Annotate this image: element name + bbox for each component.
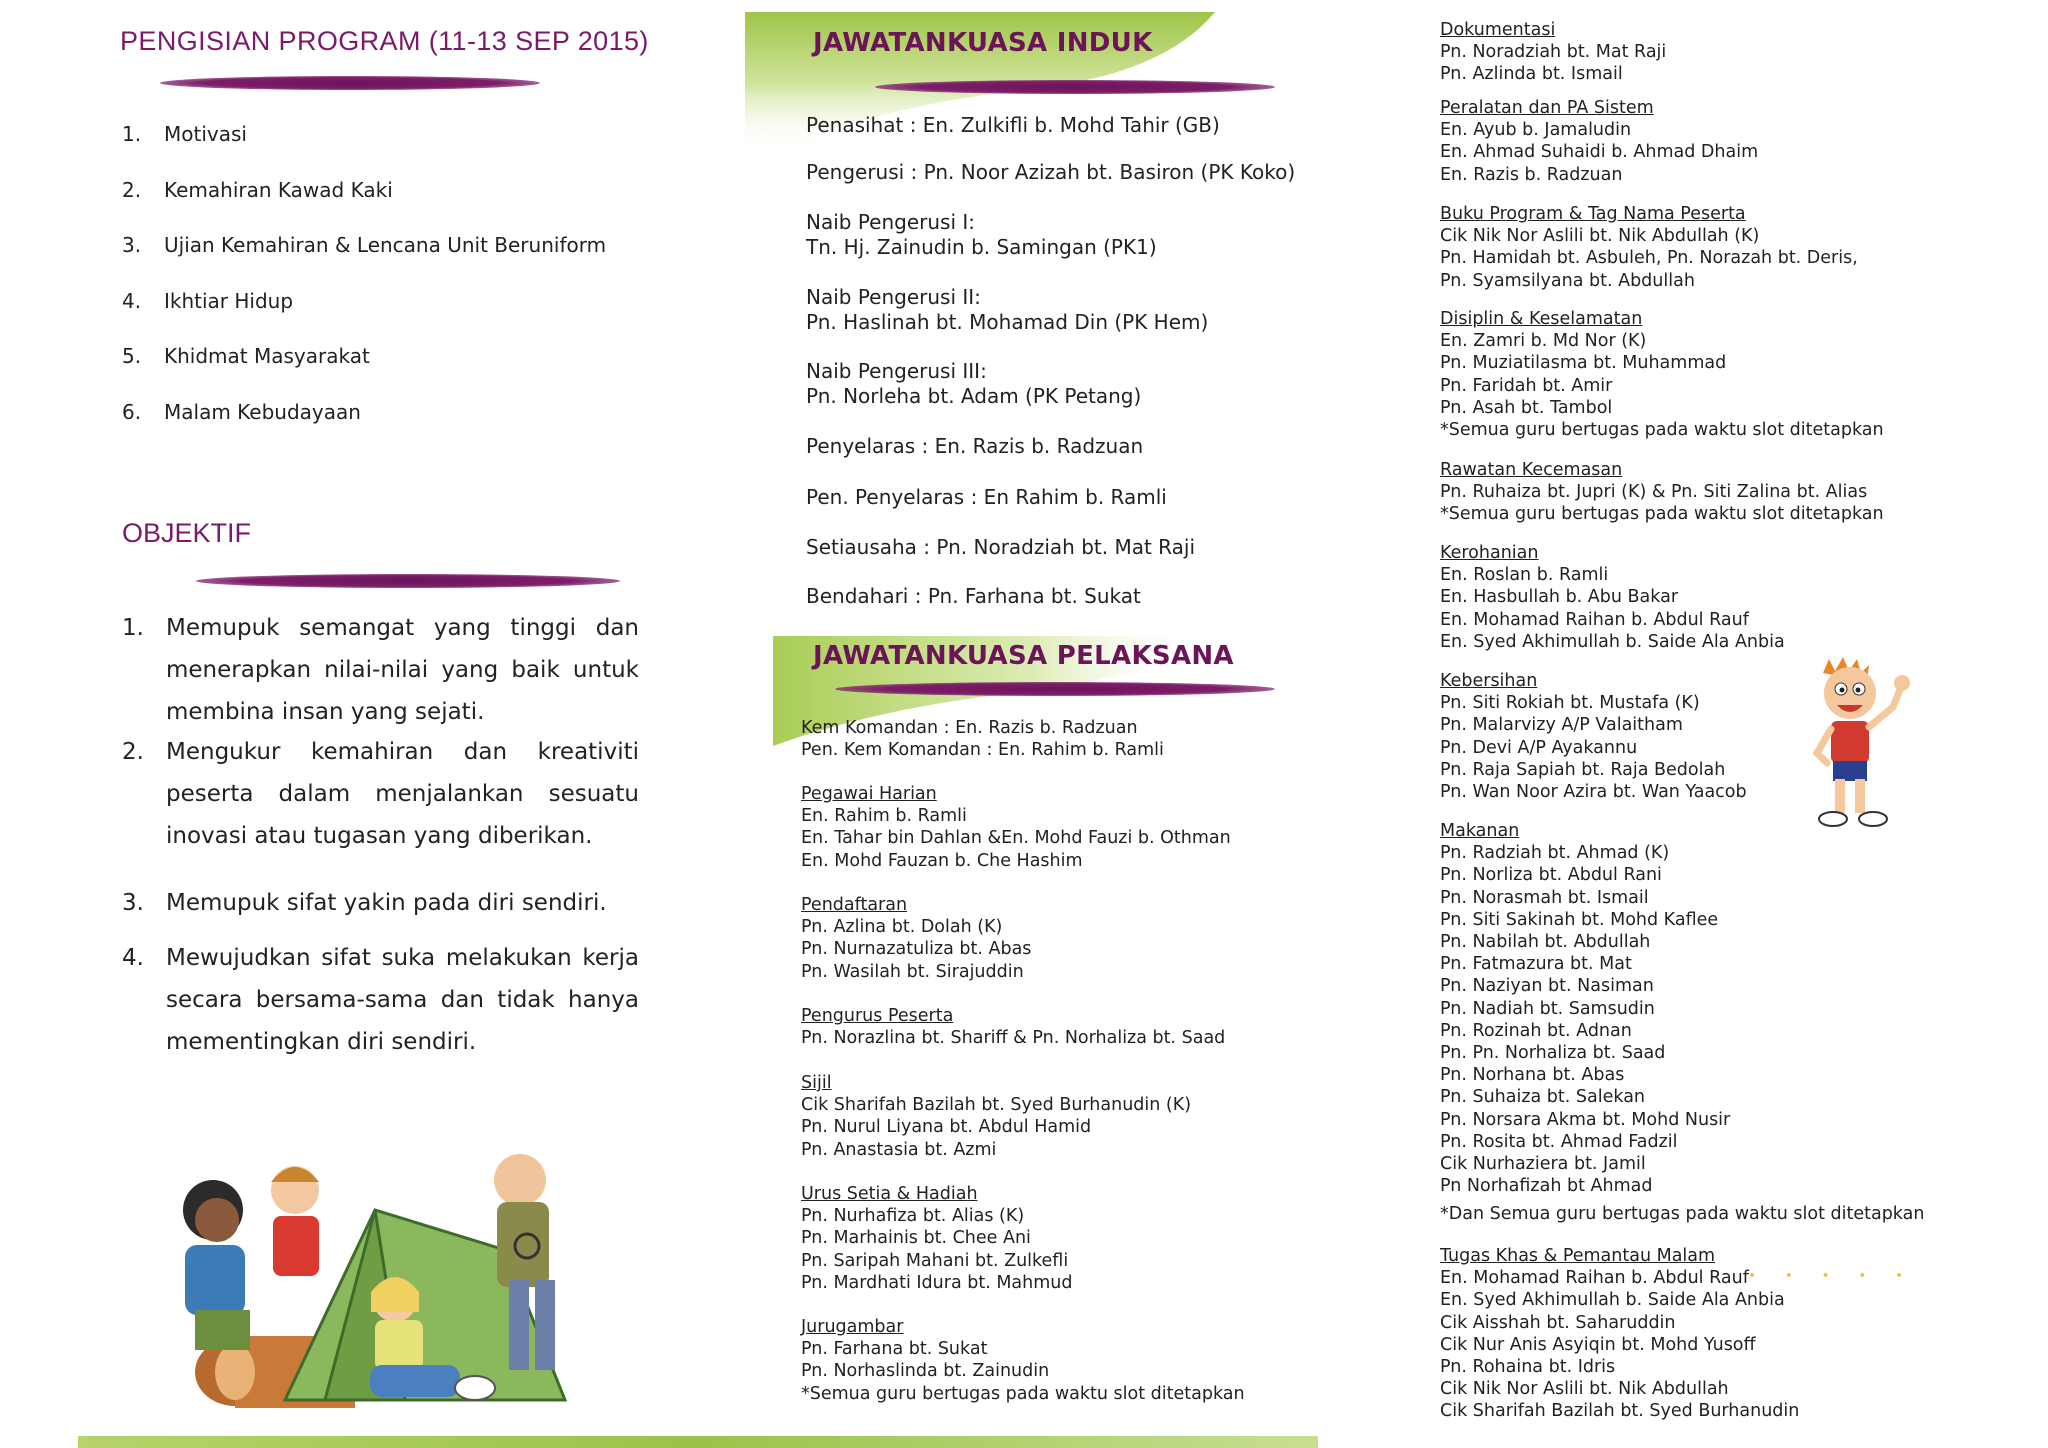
induk-line: Naib Pengerusi III: <box>806 359 987 383</box>
group-member: *Semua guru bertugas pada waktu slot ditetapkan <box>801 1383 1245 1404</box>
group-member: Pn. Nadiah bt. Samsudin <box>1440 998 1655 1019</box>
group-member: Pn. Asah bt. Tambol <box>1440 397 1613 418</box>
program-title: PENGISIAN PROGRAM (11-13 SEP 2015) <box>120 26 649 56</box>
group-member: En. Mohd Fauzan b. Che Hashim <box>801 850 1083 871</box>
group-member: Pn. Norhaslinda bt. Zainudin <box>801 1361 1050 1382</box>
group-member: Pn. Farhana bt. Sukat <box>801 1339 988 1360</box>
group-member: Cik Sharifah Bazilah bt. Syed Burhanudin <box>1440 1401 1800 1422</box>
group-member: En. Ahmad Suhaidi b. Ahmad Dhaim <box>1440 142 1759 163</box>
group-member: Pn. Nurul Liyana bt. Abdul Hamid <box>801 1117 1092 1138</box>
objektif-item-number: 3. <box>122 890 144 916</box>
group-member: En. Hasbullah b. Abu Bakar <box>1440 587 1679 608</box>
group-member: En. Rahim b. Ramli <box>801 806 967 827</box>
program-item-number: 1. <box>122 122 142 146</box>
group-member: Pn. Nabilah bt. Abdullah <box>1440 932 1651 953</box>
right-panel <box>1400 0 2048 1448</box>
group-heading: Pendaftaran <box>801 895 908 915</box>
group-member: Pn. Anastasia bt. Azmi <box>801 1139 997 1160</box>
group-member: Pn. Azlina bt. Dolah (K) <box>801 917 1003 938</box>
group-member: Pn. Devi A/P Ayakannu <box>1440 737 1638 758</box>
induk-line: Tn. Hj. Zainudin b. Samingan (PK1) <box>806 235 1157 259</box>
group-member: Pn. Rosita bt. Ahmad Fadzil <box>1440 1131 1678 1152</box>
kids-tent-illustration <box>175 1150 605 1420</box>
group-heading: Peralatan dan PA Sistem <box>1440 98 1654 118</box>
left-panel <box>0 0 745 1448</box>
induk-line: Naib Pengerusi II: <box>806 285 981 309</box>
right-group <box>1440 459 1884 526</box>
group-member: En. Zamri b. Md Nor (K) <box>1440 331 1647 352</box>
program-item-label: Ikhtiar Hidup <box>164 289 294 313</box>
program-item-label: Malam Kebudayaan <box>164 400 361 424</box>
pelaksana-group <box>801 1072 1191 1161</box>
induk-line: Pengerusi : Pn. Noor Azizah bt. Basiron (PK Koko) <box>806 160 1296 184</box>
group-member: Pn Norhafizah bt Ahmad <box>1440 1176 1653 1197</box>
program-item <box>122 289 293 313</box>
program-item-label: Ujian Kemahiran & Lencana Unit Beruniform <box>164 233 607 257</box>
waving-boy-illustration <box>1795 655 1915 830</box>
group-heading: Makanan <box>1440 821 1520 841</box>
group-member: Pn. Siti Rokiah bt. Mustafa (K) <box>1440 693 1700 714</box>
program-item-number: 5. <box>122 344 142 368</box>
program-item <box>122 122 247 146</box>
right-group <box>1440 308 1884 441</box>
group-member: Pn. Norasmah bt. Ismail <box>1440 887 1649 908</box>
program-item <box>122 233 606 257</box>
induk-line: Penasihat : En. Zulkifli b. Mohd Tahir (GB) <box>806 113 1220 137</box>
group-member: Pn. Rozinah bt. Adnan <box>1440 1020 1632 1041</box>
program-item-number: 4. <box>122 289 142 313</box>
group-member: Pn. Pn. Norhaliza bt. Saad <box>1440 1043 1666 1064</box>
group-heading: Kebersihan <box>1440 671 1538 691</box>
right-group <box>1440 19 1666 86</box>
group-member: Cik Nurhaziera bt. Jamil <box>1440 1154 1646 1175</box>
right-group <box>1440 820 1924 1226</box>
group-heading: Kerohanian <box>1440 543 1539 563</box>
group-member: Pn. Nurnazatuliza bt. Abas <box>801 939 1032 960</box>
group-member: Pn. Ruhaiza bt. Jupri (K) & Pn. Siti Zalina bt. Alias <box>1440 482 1868 503</box>
objektif-title: OBJEKTIF <box>122 518 252 548</box>
group-member: Pn. Norazlina bt. Shariff & Pn. Norhaliza bt. Saad <box>801 1028 1226 1049</box>
group-member: Pn. Malarvizy A/P Valaitham <box>1440 715 1683 736</box>
bottom-green-bar <box>78 1436 1318 1448</box>
program-item-label: Kemahiran Kawad Kaki <box>164 178 393 202</box>
group-member: Pn. Noradziah bt. Mat Raji <box>1440 42 1667 63</box>
group-member: Pn. Norsara Akma bt. Mohd Nusir <box>1440 1109 1731 1130</box>
group-member: En. Mohamad Raihan b. Abdul Rauf <box>1440 1268 1749 1289</box>
objektif-item-text: Mewujudkan sifat suka melakukan kerja secara bersama-sama dan tidak hanya mementingkan diri sendiri. <box>166 945 639 1055</box>
objektif-item-text: Mengukur kemahiran dan kreativiti peserta dalam menjalankan sesuatu inovasi atau tugasan yang diberikan. <box>166 739 639 849</box>
program-item <box>122 178 393 202</box>
induk-line: Naib Pengerusi I: <box>806 210 976 234</box>
group-member: Cik Nik Nor Aslili bt. Nik Abdullah (K) <box>1440 226 1760 247</box>
right-group <box>1440 203 1858 292</box>
komandan-line: Pen. Kem Komandan : En. Rahim b. Ramli <box>801 740 1164 761</box>
group-member: Pn. Norliza bt. Abdul Rani <box>1440 865 1662 886</box>
group-heading: Jurugambar <box>801 1317 904 1337</box>
group-heading: Buku Program & Tag Nama Peserta <box>1440 204 1746 224</box>
group-member: Pn. Fatmazura bt. Mat <box>1440 954 1632 975</box>
group-member: Pn. Naziyan bt. Nasiman <box>1440 976 1654 997</box>
group-heading: Disiplin & Keselamatan <box>1440 309 1643 329</box>
group-member: Cik Aisshah bt. Saharuddin <box>1440 1312 1676 1333</box>
induk-line: Setiausaha : Pn. Noradziah bt. Mat Raji <box>806 535 1195 559</box>
pelaksana-group <box>801 1183 1072 1294</box>
group-heading: Dokumentasi <box>1440 20 1556 40</box>
group-member: En. Mohamad Raihan b. Abdul Rauf <box>1440 609 1749 630</box>
program-item-label: Motivasi <box>164 122 247 146</box>
group-member: Pn. Marhainis bt. Chee Ani <box>801 1228 1031 1249</box>
decorative-dots: • • • • • <box>1748 1268 1916 1284</box>
pelaksana-group <box>801 894 1031 983</box>
program-item-number: 3. <box>122 233 142 257</box>
program-item-number: 2. <box>122 178 142 202</box>
right-group <box>1440 670 1747 803</box>
group-heading: Pegawai Harian <box>801 784 937 804</box>
group-member: Pn. Siti Sakinah bt. Mohd Kaflee <box>1440 909 1719 930</box>
group-member: Pn. Syamsilyana bt. Abdullah <box>1440 270 1695 291</box>
group-member: Pn. Wan Noor Azira bt. Wan Yaacob <box>1440 782 1747 803</box>
right-group <box>1440 542 1785 653</box>
program-item-label: Khidmat Masyarakat <box>164 344 370 368</box>
pelaksana-group <box>801 1005 1225 1049</box>
group-member: Pn. Faridah bt. Amir <box>1440 375 1613 396</box>
group-heading: Sijil <box>801 1073 832 1093</box>
program-title-underline <box>160 76 540 90</box>
objektif-item-number: 1. <box>122 615 144 641</box>
objektif-item-text: Memupuk semangat yang tinggi dan menerapkan nilai-nilai yang baik untuk membina insan yang sejati. <box>166 615 639 725</box>
group-member: *Semua guru bertugas pada waktu slot ditetapkan <box>1440 420 1884 441</box>
group-member: Cik Nik Nor Aslili bt. Nik Abdullah <box>1440 1379 1729 1400</box>
group-member: Pn. Norhana bt. Abas <box>1440 1065 1625 1086</box>
induk-line: Penyelaras : En. Razis b. Radzuan <box>806 434 1144 458</box>
group-member: Pn. Azlinda bt. Ismail <box>1440 64 1623 85</box>
program-item <box>122 344 370 368</box>
induk-line: Bendahari : Pn. Farhana bt. Sukat <box>806 584 1141 608</box>
komandan-line: Kem Komandan : En. Razis b. Radzuan <box>801 718 1138 738</box>
group-member: Pn. Muziatilasma bt. Muhammad <box>1440 353 1727 374</box>
objektif-item <box>122 731 639 857</box>
komandan-group <box>801 717 1164 761</box>
pelaksana-group <box>801 1316 1245 1405</box>
induk-title: JAWATANKUASA INDUK <box>813 28 1153 58</box>
objektif-item <box>122 607 639 733</box>
group-member: Pn. Radziah bt. Ahmad (K) <box>1440 843 1670 864</box>
group-heading: Rawatan Kecemasan <box>1440 460 1623 480</box>
group-member: Pn. Raja Sapiah bt. Raja Bedolah <box>1440 759 1726 780</box>
pelaksana-title: JAWATANKUASA PELAKSANA <box>813 641 1234 671</box>
program-item <box>122 400 361 424</box>
group-member: Cik Nur Anis Asyiqin bt. Mohd Yusoff <box>1440 1334 1756 1355</box>
group-heading: Pengurus Peserta <box>801 1006 954 1026</box>
program-item-number: 6. <box>122 400 142 424</box>
induk-line: Pn. Haslinah bt. Mohamad Din (PK Hem) <box>806 310 1209 334</box>
induk-line: Pen. Penyelaras : En Rahim b. Ramli <box>806 485 1167 509</box>
group-member: *Dan Semua guru bertugas pada waktu slot ditetapkan <box>1440 1204 1925 1225</box>
right-group <box>1440 97 1758 186</box>
group-member: *Semua guru bertugas pada waktu slot ditetapkan <box>1440 504 1884 525</box>
induk-line: Pn. Norleha bt. Adam (PK Petang) <box>806 384 1142 408</box>
group-member: En. Tahar bin Dahlan &En. Mohd Fauzi b. Othman <box>801 828 1231 849</box>
middle-panel <box>745 0 1315 1448</box>
group-heading: Tugas Khas & Pemantau Malam <box>1440 1246 1716 1266</box>
group-member: Cik Sharifah Bazilah bt. Syed Burhanudin (K) <box>801 1095 1192 1116</box>
objektif-item-number: 4. <box>122 945 144 971</box>
group-member: Pn. Wasilah bt. Sirajuddin <box>801 961 1024 982</box>
induk-title-underline <box>875 80 1275 94</box>
objektif-item-number: 2. <box>122 739 144 765</box>
objektif-item <box>122 882 639 924</box>
group-member: Pn. Rohaina bt. Idris <box>1440 1357 1616 1378</box>
group-member: Pn. Nurhafiza bt. Alias (K) <box>801 1206 1025 1227</box>
objektif-title-underline <box>196 574 620 588</box>
pelaksana-title-underline <box>835 682 1275 696</box>
group-member: En. Syed Akhimullah b. Saide Ala Anbia <box>1440 631 1785 652</box>
objektif-item <box>122 937 639 1063</box>
group-member: En. Ayub b. Jamaludin <box>1440 120 1632 141</box>
group-member: Pn. Hamidah bt. Asbuleh, Pn. Norazah bt. Deris, <box>1440 248 1858 269</box>
group-member: Pn. Saripah Mahani bt. Zulkefli <box>801 1250 1069 1271</box>
objektif-item-text: Memupuk sifat yakin pada diri sendiri. <box>166 890 607 916</box>
group-heading: Urus Setia & Hadiah <box>801 1184 978 1204</box>
right-group <box>1440 1245 1799 1423</box>
group-member: En. Razis b. Radzuan <box>1440 164 1623 185</box>
group-member: Pn. Suhaiza bt. Salekan <box>1440 1087 1646 1108</box>
group-member: Pn. Mardhati Idura bt. Mahmud <box>801 1272 1073 1293</box>
pelaksana-group <box>801 783 1231 872</box>
group-member: En. Roslan b. Ramli <box>1440 565 1609 586</box>
group-member: En. Syed Akhimullah b. Saide Ala Anbia <box>1440 1290 1785 1311</box>
